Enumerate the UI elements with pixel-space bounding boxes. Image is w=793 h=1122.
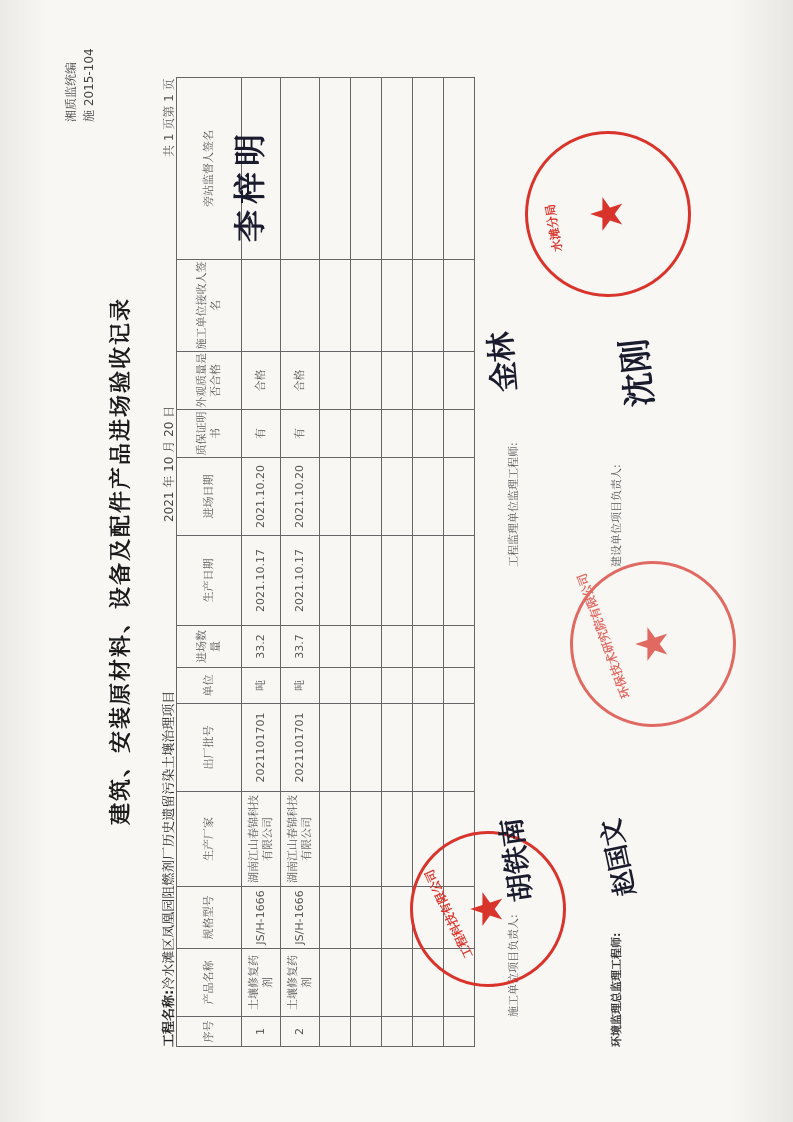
supervision-sign-label: 工程监理单位监理工程师:	[507, 442, 520, 567]
env-sign-label: 环境监理总监理工程师:	[610, 932, 623, 1047]
cell-quality: 合格	[281, 352, 320, 410]
cell-model: JS/H-1666	[281, 887, 320, 949]
record-date: 2021 年 10 月 20 日	[162, 405, 176, 522]
table-row-empty	[320, 78, 351, 1047]
seal-3-text: 水滩分局	[542, 203, 566, 253]
cell-maker: 湖南江山春锦科技有限公司	[281, 792, 320, 887]
cell-batch: 2021101701	[242, 704, 281, 792]
company-seal-2	[570, 561, 736, 727]
handwritten-signature-contractor: 胡铁南	[494, 815, 539, 904]
contractor-sign-label: 施工单位项目负责人:	[507, 914, 520, 1017]
seal-2-text: 环保技术研究院有限公司	[574, 571, 634, 701]
cell-unit: 吨	[242, 668, 281, 704]
cell-prod-date: 2021.10.17	[242, 536, 281, 626]
header-cell: 进场数量	[177, 626, 242, 668]
table-row-empty	[382, 78, 413, 1047]
header-cell: 进场日期	[177, 458, 242, 536]
header-cell: 生产厂家	[177, 792, 242, 887]
header-cell: 外观质量是否合格	[177, 352, 242, 410]
handwritten-signature-supervisor: 李梓明	[231, 127, 269, 242]
cell-cert: 有	[242, 410, 281, 458]
cell-unit: 吨	[281, 668, 320, 704]
header-cell: 质保证明书	[177, 410, 242, 458]
header-cell: 旁站监督人签名	[177, 78, 242, 260]
cell-maker: 湖南江山春锦科技有限公司	[242, 792, 281, 887]
handwritten-signature-owner: 沈刚	[614, 336, 662, 409]
cell-qty: 33.7	[281, 626, 320, 668]
header-cell: 产品名称	[177, 949, 242, 1017]
handwritten-signature-env: 赵国文	[596, 816, 642, 899]
cell-receiver	[242, 260, 281, 352]
cell-entry-date: 2021.10.20	[281, 458, 320, 536]
doc-code-number: 施 2015-104	[82, 48, 96, 122]
header-cell: 出厂批号	[177, 704, 242, 792]
table-row	[281, 78, 320, 1047]
owner-sign-label: 建设单位项目负责人:	[610, 464, 623, 567]
cell-receiver	[281, 260, 320, 352]
cell-quality: 合格	[242, 352, 281, 410]
header-cell: 施工单位接收人签名	[177, 260, 242, 352]
cell-cert: 有	[281, 410, 320, 458]
header-cell: 单位	[177, 668, 242, 704]
document-title: 建筑、安装原材料、设备及配件产品进场验收记录	[109, 297, 134, 826]
seal-1-text: 工程科技有限公司	[422, 867, 476, 961]
project-value: 冷水滩区凤凰园阻燃剂厂历史遗留污染土壤治理项目	[162, 690, 177, 990]
cell-qty: 33.2	[242, 626, 281, 668]
header-cell: 生产日期	[177, 536, 242, 626]
company-seal-1	[410, 831, 566, 987]
cell-index: 2	[281, 1017, 320, 1047]
cell-batch: 2021101701	[281, 704, 320, 792]
cell-model: JS/H-1666	[242, 887, 281, 949]
project-label: 工程名称:	[162, 989, 177, 1047]
star-icon: ★	[582, 194, 633, 234]
cell-entry-date: 2021.10.20	[242, 458, 281, 536]
page-info: 共 1 页第 1 页	[162, 78, 176, 157]
table-row-empty	[351, 78, 382, 1047]
header-cell: 规格型号	[177, 887, 242, 949]
cell-prod-date: 2021.10.17	[281, 536, 320, 626]
cell-product: 土壤修复药剂	[242, 949, 281, 1017]
header-cell: 序号	[177, 1017, 242, 1047]
doc-code: 湘质监统编	[64, 61, 78, 122]
cell-supervisor	[281, 78, 320, 260]
star-icon: ★	[462, 889, 513, 929]
star-icon: ★	[627, 624, 678, 664]
project-name	[158, 691, 177, 1047]
handwritten-signature-supervision: 金林	[483, 330, 524, 394]
cell-product: 土壤修复药剂	[281, 949, 320, 1017]
cell-index: 1	[242, 1017, 281, 1047]
